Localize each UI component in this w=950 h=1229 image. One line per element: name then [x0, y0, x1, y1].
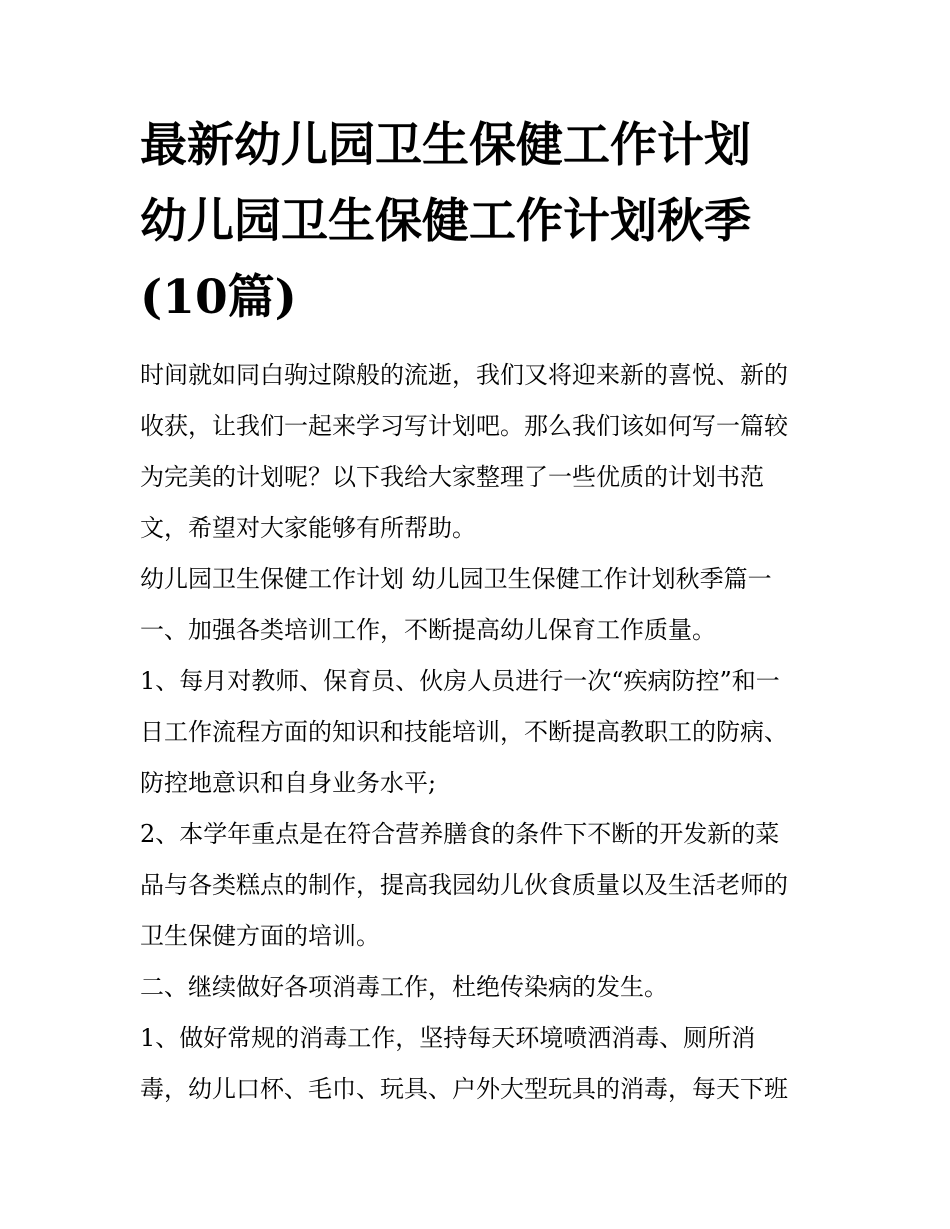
- text-line: 时间就如同白驹过隙般的流逝，我们又将迎来新的喜悦、新的: [140, 361, 788, 389]
- title-line: (10篇): [140, 270, 297, 325]
- intro-paragraph: [140, 350, 820, 554]
- text-line: 品与各类糕点的制作，提高我园幼儿伙食质量以及生活老师的: [140, 871, 788, 899]
- list-item: [140, 809, 820, 962]
- text-line: 1、每月对教师、保育员、伙房人员进行一次“疾病防控”和一: [140, 667, 780, 695]
- text-line: 卫生保健方面的培训。: [140, 922, 380, 950]
- text-line: 幼儿园卫生保健工作计划 幼儿园卫生保健工作计划秋季篇一: [140, 565, 772, 593]
- text-line: 一、加强各类培训工作，不断提高幼儿保育工作质量。: [140, 616, 716, 644]
- text-line: 文，希望对大家能够有所帮助。: [140, 514, 476, 542]
- text-line: 为完美的计划呢？以下我给大家整理了一些优质的计划书范: [140, 463, 764, 491]
- text-line: 二、继续做好各项消毒工作，杜绝传染病的发生。: [140, 973, 668, 1001]
- text-line: 收获，让我们一起来学习写计划吧。那么我们该如何写一篇较: [140, 412, 788, 440]
- subsection-heading: [140, 605, 820, 656]
- text-line: 2、本学年重点是在符合营养膳食的条件下不断的开发新的菜: [140, 820, 780, 848]
- section-heading: [140, 554, 820, 605]
- text-line: 1、做好常规的消毒工作，坚持每天环境喷洒消毒、厕所消: [140, 1024, 756, 1052]
- text-line: 日工作流程方面的知识和技能培训，不断提高教职工的防病、: [140, 718, 788, 746]
- text-line: 毒，幼儿口杯、毛巾、玩具、户外大型玩具的消毒，每天下班: [140, 1075, 788, 1103]
- subsection-heading: [140, 962, 820, 1013]
- title-line: 幼儿园卫生保健工作计划秋季: [140, 194, 751, 249]
- list-item: [140, 656, 820, 809]
- title-line: 最新幼儿园卫生保健工作计划: [140, 118, 751, 173]
- list-item: [140, 1013, 820, 1115]
- document-page: [140, 108, 820, 1115]
- document-title: [140, 108, 820, 336]
- text-line: 防控地意识和自身业务水平;: [140, 769, 437, 797]
